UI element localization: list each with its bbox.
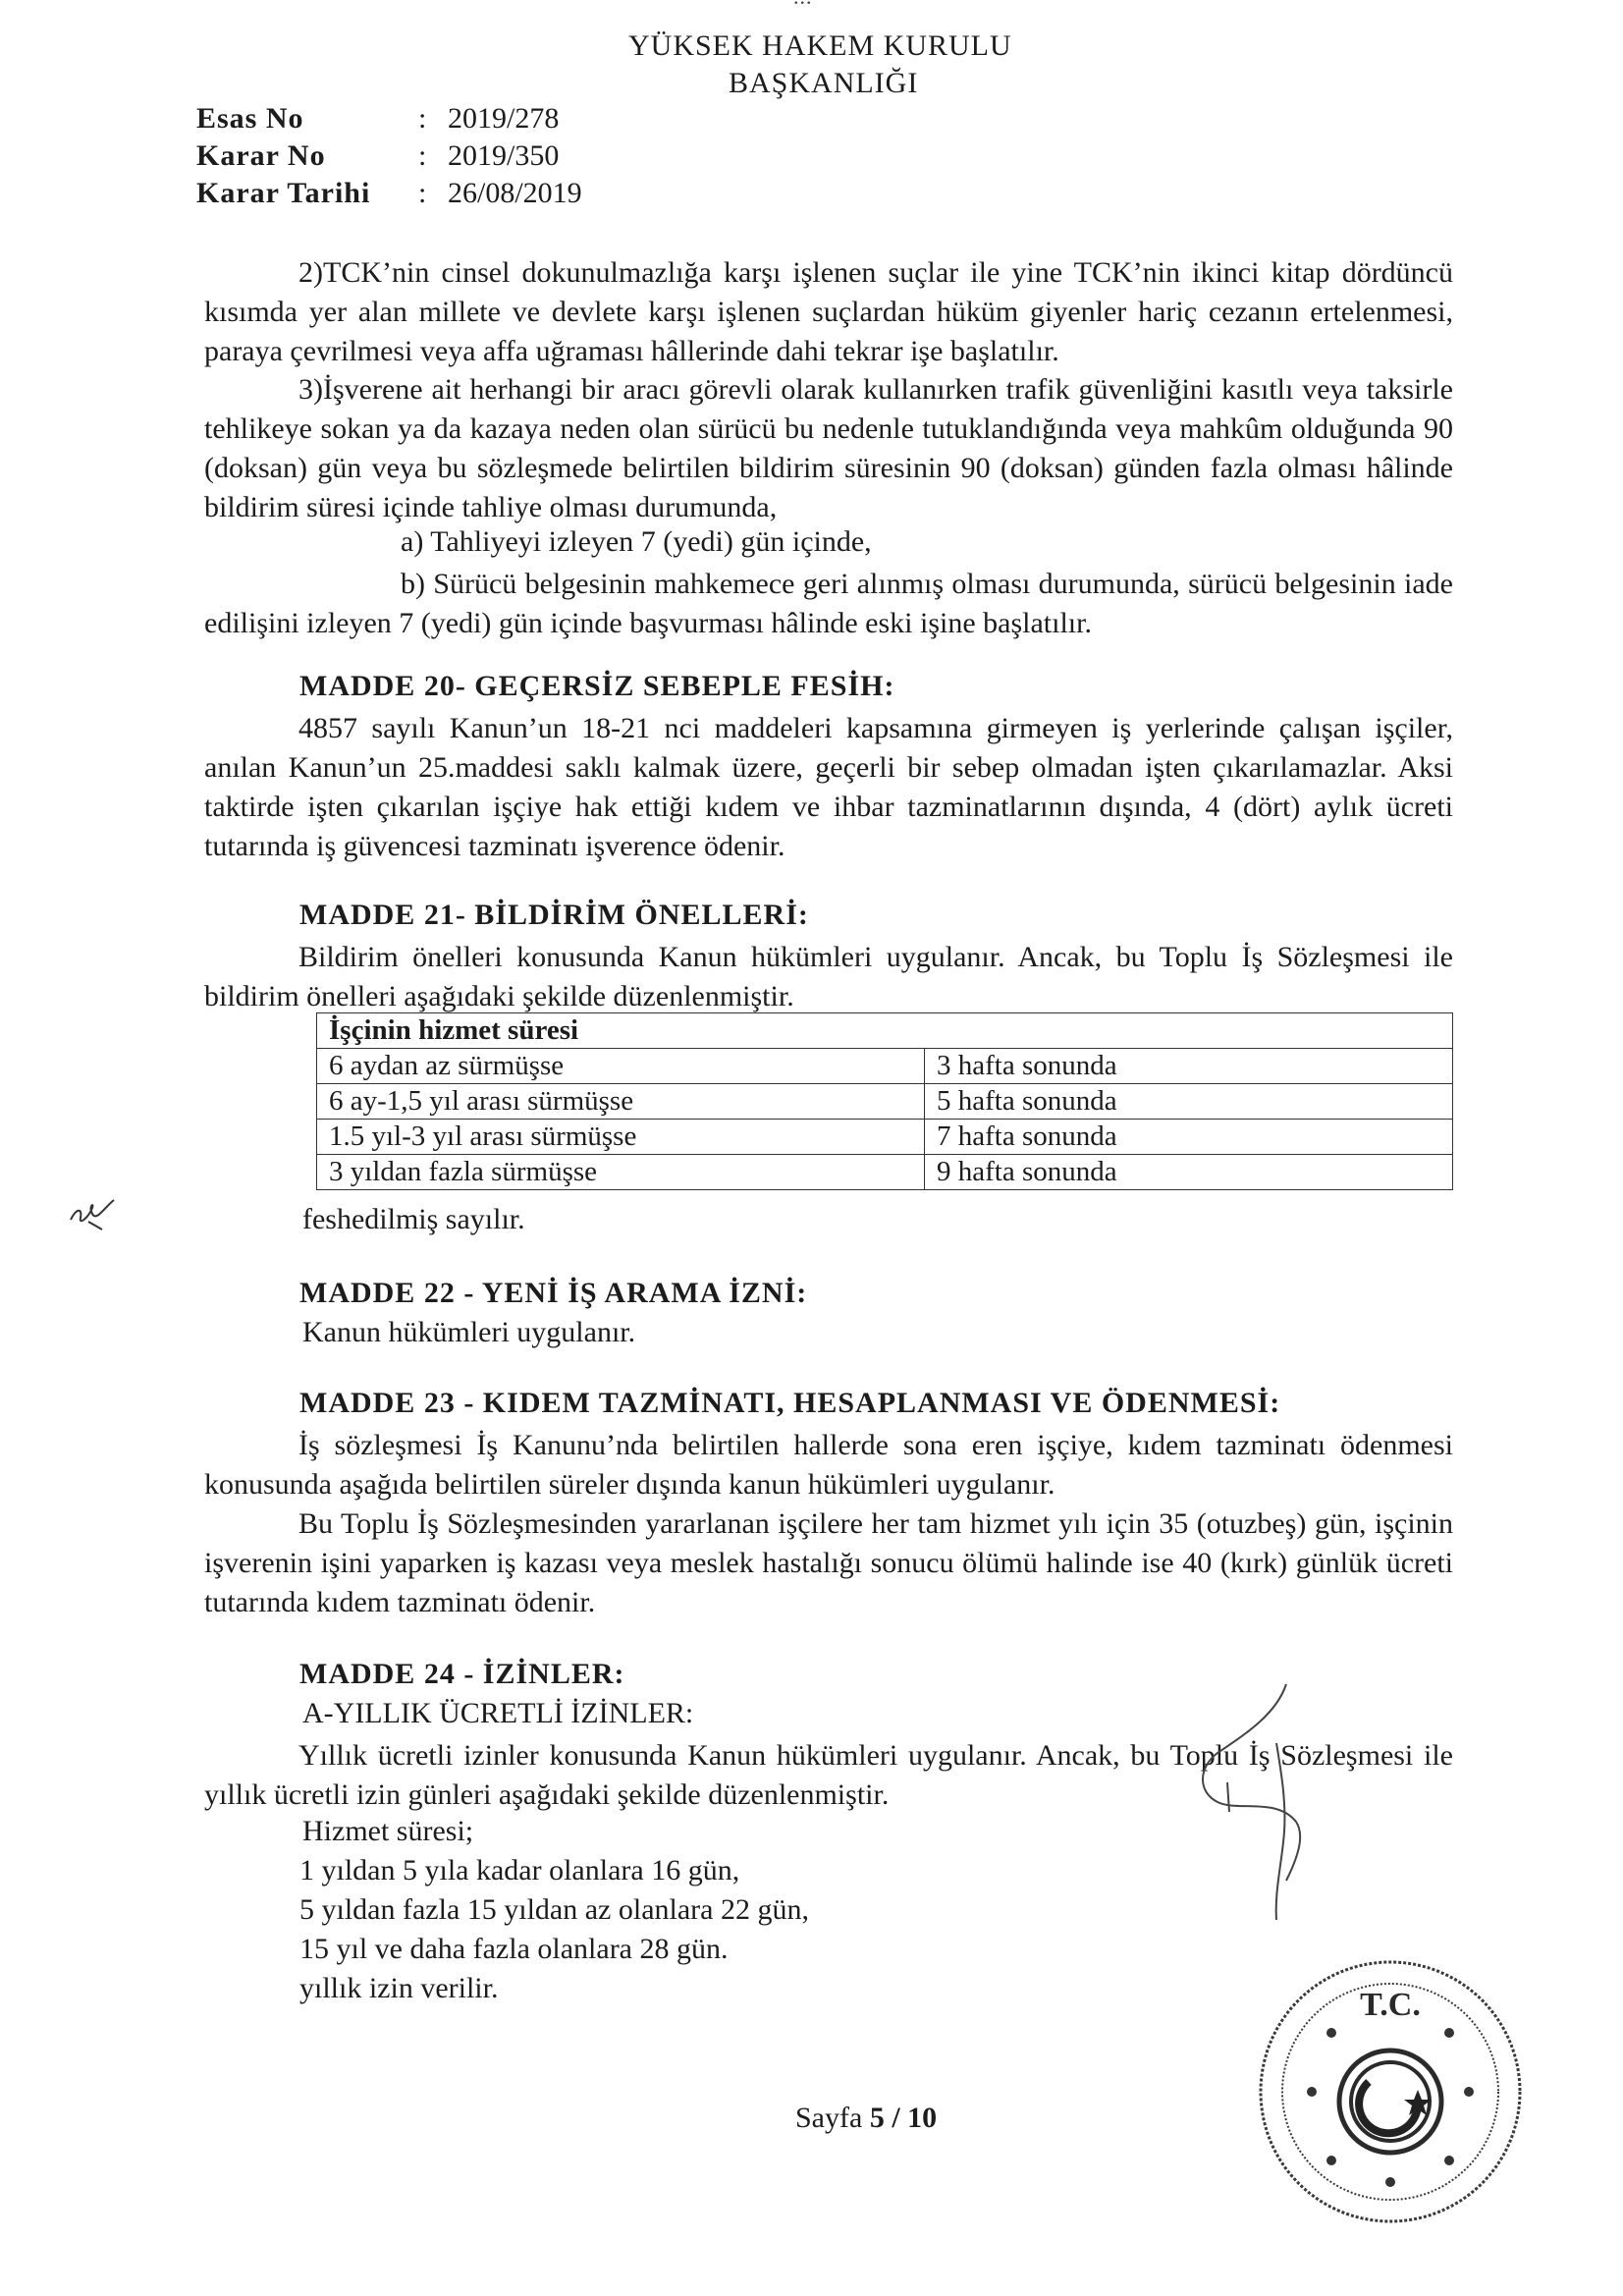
table-row: [317, 1084, 1453, 1120]
notice-cell: 7 hafta sonunda: [925, 1120, 1453, 1155]
karar-value: 2019/350: [448, 139, 560, 172]
madde-24-line-4: 15 yıl ve daha fazla olanlara 28 gün.: [299, 1933, 729, 1965]
karar-label: Karar No: [196, 139, 326, 172]
table-row: [317, 1120, 1453, 1155]
page-label: Sayfa: [795, 2102, 863, 2134]
esas-value: 2019/278: [448, 102, 560, 135]
page-separator: /: [892, 2102, 900, 2134]
paragraph-2: 2)TCK’nin cinsel dokunulmazlığa karşı işlenen suçlar ile yine TCK’nin ikinci kitap dördüncü kısımda yer alan millete ve devlete karşı işlenen suçlardan hüküm giyenler hariç cezanın ertelenmesi, paraya çevrilmesi veya affa uğraması hâllerinde dahi tekrar işe başlatılır.: [204, 256, 1453, 367]
table-row: [317, 1049, 1453, 1084]
notice-cell: 9 hafta sonunda: [925, 1155, 1453, 1190]
paragraph-3b: b) Sürücü belgesinin mahkemece geri alınmış olması durumunda, sürücü belgesinin iade edilişini izleyen 7 (yedi) gün içinde başvurması hâlinde eski işine başlatılır.: [204, 568, 1453, 639]
madde-23-p2: Bu Toplu İş Sözleşmesinden yararlanan işçilere her tam hizmet yılı için 35 (otuzbeş) gün, işçinin işverenin işini yaparken iş kazası veya meslek hastalığı sonucu ölümü halinde ise 40 (kırk) günlük ücreti tutarında kıdem tazminatı ödenir.: [204, 1507, 1453, 1618]
stamp-text: T.C.: [1360, 1987, 1421, 2023]
tarih-value: 26/08/2019: [448, 177, 582, 209]
table-row: [317, 1155, 1453, 1190]
madde-23-title: MADDE 23 - KIDEM TAZMİNATI, HESAPLANMASI VE ÖDENMESİ:: [299, 1387, 1281, 1419]
duration-cell: 3 yıldan fazla sürmüşse: [317, 1155, 925, 1190]
madde-24-line-5: yıllık izin verilir.: [299, 1972, 499, 2004]
page-current: 5: [869, 2102, 885, 2134]
duration-cell: 6 aydan az sürmüşse: [317, 1049, 925, 1084]
madde-24-title: MADDE 24 - İZİNLER:: [299, 1658, 625, 1690]
notice-cell: 3 hafta sonunda: [925, 1049, 1453, 1084]
notice-period-table: [316, 1012, 1453, 1190]
madde-24-line-1: Hizmet süresi;: [302, 1815, 474, 1847]
madde-22-text: Kanun hükümleri uygulanır.: [302, 1316, 636, 1348]
madde-24-subtitle: A-YILLIK ÜCRETLİ İZİNLER:: [302, 1697, 694, 1729]
madde-24-line-3: 5 yıldan fazla 15 yıldan az olanlara 22 gün,: [299, 1893, 809, 1926]
header-fragment: [793, 0, 813, 10]
signature-mark: [1159, 1674, 1355, 1949]
duration-cell: 6 ay-1,5 yıl arası sürmüşse: [317, 1084, 925, 1120]
official-stamp: [1253, 1954, 1528, 2229]
table-header-cell: İşçinin hizmet süresi: [317, 1013, 1453, 1049]
esas-label: Esas No: [196, 102, 304, 135]
karar-colon: :: [418, 139, 427, 172]
tarih-colon: :: [418, 177, 427, 209]
paragraph-3a: a) Tahliyeyi izleyen 7 (yedi) gün içinde,: [401, 525, 872, 558]
madde-22-title: MADDE 22 - YENİ İŞ ARAMA İZNİ:: [299, 1277, 808, 1309]
madde-24-line-2: 1 yıldan 5 yıla kadar olanlara 16 gün,: [299, 1854, 740, 1886]
margin-initial-mark: [59, 1178, 128, 1247]
notice-cell: 5 hafta sonunda: [925, 1084, 1453, 1120]
esas-colon: :: [418, 102, 427, 135]
duration-cell: 1.5 yıl-3 yıl arası sürmüşse: [317, 1120, 925, 1155]
madde-21-text: Bildirim önelleri konusunda Kanun hükümleri uygulanır. Ancak, bu Toplu İş Sözleşmesi ile bildirim önelleri aşağıdaki şekilde düzenlenmiştir.: [204, 941, 1453, 1012]
madde-20-text: 4857 sayılı Kanun’un 18-21 nci maddeleri kapsamına girmeyen iş yerlerinde çalışan işçiler, anılan Kanun’un 25.maddesi saklı kalmak üzere, geçerli bir sebep olmadan işten çıkarılamazlar. Aksi taktirde işten çıkarılan işçiye hak ettiği kıdem ve ihbar tazminatlarının dışında, 4 (dört) aylık ücreti tutarında iş güvencesi tazminatı işverence ödenir.: [204, 712, 1453, 862]
institution-name: YÜKSEK HAKEM KURULU: [628, 29, 1012, 62]
page-number: [795, 2102, 937, 2135]
table-header-row: [317, 1013, 1453, 1049]
madde-21-title: MADDE 21- BİLDİRİM ÖNELLERİ:: [299, 899, 809, 931]
institution-subtitle: BAŞKANLIĞI: [729, 67, 919, 99]
tarih-label: Karar Tarihi: [196, 177, 371, 209]
madde-23-p1: İş sözleşmesi İş Kanunu’nda belirtilen hallerde sona eren işçiye, kıdem tazminatı ödenmesi konusunda aşağıda belirtilen süreler dışında kanun hükümleri uygulanır.: [204, 1429, 1453, 1501]
madde-20-title: MADDE 20- GEÇERSİZ SEBEPLE FESİH:: [299, 670, 895, 702]
page-total: 10: [907, 2102, 938, 2134]
madde-24-text: Yıllık ücretli izinler konusunda Kanun hükümleri uygulanır. Ancak, bu Toplu İş Sözleşmesi ile yıllık ücretli izin günleri aşağıdaki şekilde düzenlenmiştir.: [204, 1739, 1453, 1811]
paragraph-3: 3)İşverene ait herhangi bir aracı görevli olarak kullanırken trafik güvenliğini kasıtlı veya taksirle tehlikeye sokan ya da kazaya neden olan sürücü bu nedenle tutuklandığında veya mahkûm olduğunda 90 (doksan) gün veya bu sözleşmede belirtilen bildirim süresinin 90 (doksan) günden fazla olması hâlinde bildirim süresi içinde tahliye olması durumunda,: [204, 373, 1453, 523]
madde-21-after: feshedilmiş sayılır.: [302, 1203, 525, 1235]
